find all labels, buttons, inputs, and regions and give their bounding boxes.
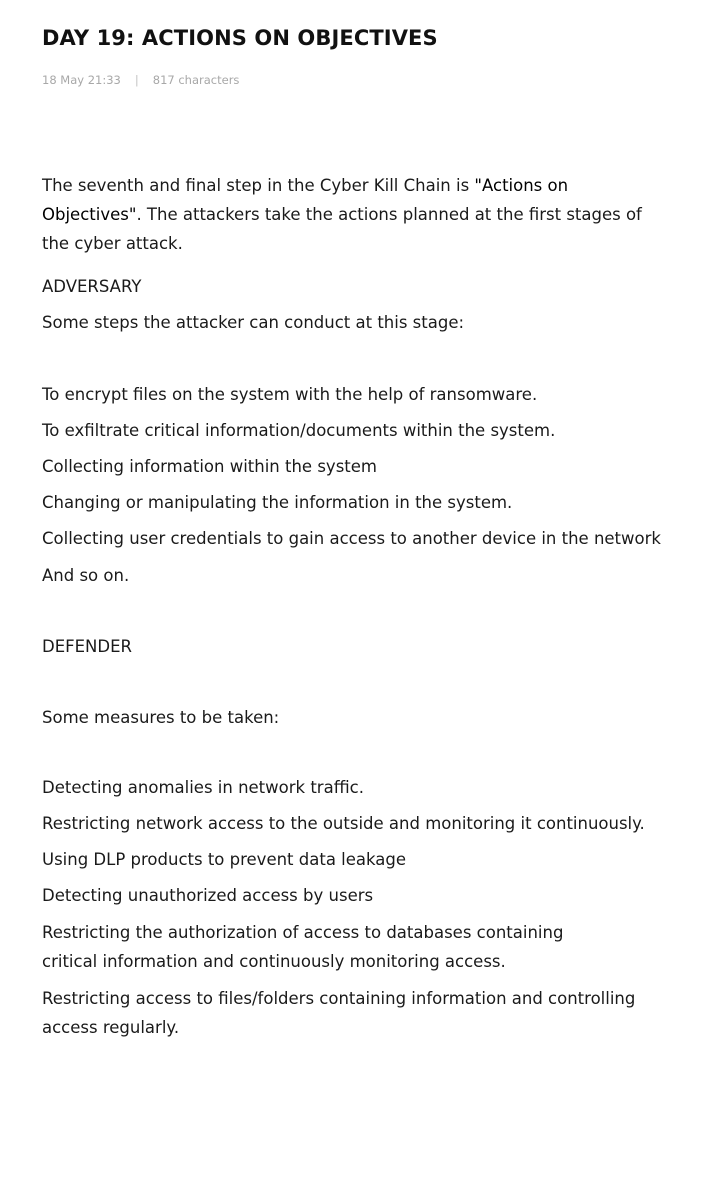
defender-list-item[interactable]: Restricting the authorization of access to databases containing critical information and continuously monitoring access. (42, 923, 564, 971)
note-title[interactable]: DAY 19: ACTIONS ON OBJECTIVES (42, 26, 438, 50)
intro-quote: "Actions on Objectives" (42, 176, 569, 224)
adversary-list-item[interactable]: Changing or manipulating the information in the system. (42, 493, 513, 512)
adversary-heading[interactable]: ADVERSARY (42, 277, 142, 296)
note-meta (42, 73, 239, 87)
defender-list-item[interactable]: Using DLP products to prevent data leakage (42, 850, 407, 869)
adversary-list-item[interactable]: Collecting user credentials to gain access to another device in the network (42, 529, 661, 548)
intro-text-end: . The attackers take the actions planned at the first stages of the cyber attack. (42, 205, 642, 253)
character-count: 817 characters (152, 73, 240, 87)
intro-paragraph[interactable] (42, 171, 672, 258)
intro-text-start: The seventh and final step in the Cyber Kill Chain is (42, 176, 475, 195)
defender-intro[interactable]: Some measures to be taken: (42, 708, 280, 727)
defender-list-item[interactable]: Detecting anomalies in network traffic. (42, 778, 364, 797)
adversary-list-item[interactable]: To exfiltrate critical information/documents within the system. (42, 421, 556, 440)
adversary-list-item[interactable]: And so on. (42, 566, 130, 585)
meta-separator: | (134, 73, 139, 87)
adversary-list-item[interactable]: To encrypt files on the system with the help of ransomware. (42, 385, 538, 404)
adversary-list-item[interactable]: Collecting information within the system (42, 457, 377, 476)
defender-list-item[interactable]: Restricting access to files/folders containing information and controlling access regularly. (42, 989, 636, 1037)
defender-heading[interactable]: DEFENDER (42, 637, 132, 656)
defender-list-item[interactable]: Detecting unauthorized access by users (42, 886, 374, 905)
note-date: 18 May 21:33 (42, 73, 121, 87)
defender-list-item[interactable]: Restricting network access to the outside and monitoring it continuously. (42, 814, 645, 833)
adversary-intro[interactable]: Some steps the attacker can conduct at this stage: (42, 313, 465, 332)
